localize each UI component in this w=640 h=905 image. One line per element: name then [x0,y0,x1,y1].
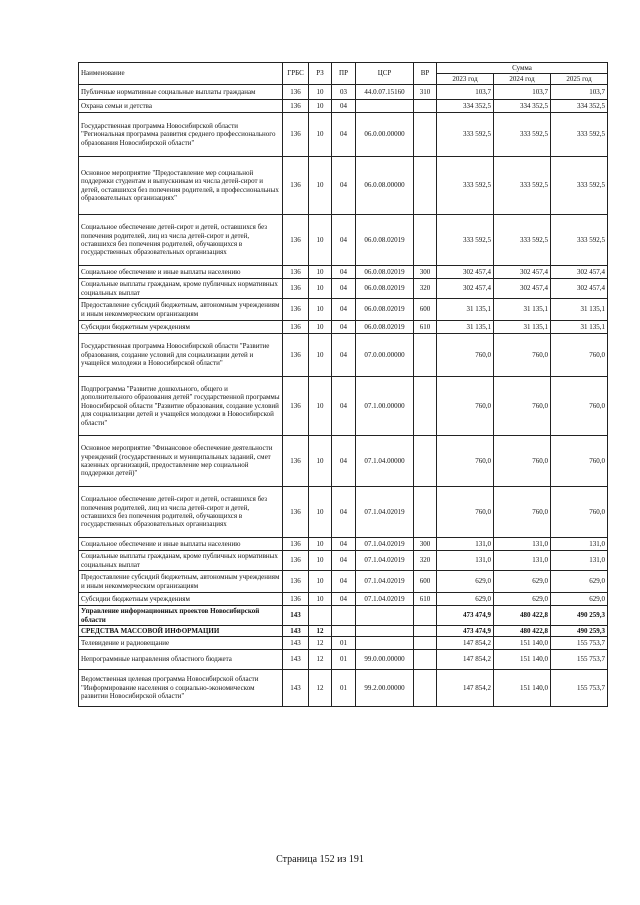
cell-sum-2025: 155 753,7 [551,637,608,650]
table-row [79,157,608,215]
cell-grbs: 136 [283,593,309,606]
cell-pr: 04 [332,593,356,606]
cell-sum-2024: 302 457,4 [494,279,551,299]
cell-grbs: 143 [283,670,309,707]
cell-csr: 44.0.07.15160 [356,85,414,100]
cell-csr: 07.1.00.00000 [356,377,414,436]
cell-grbs: 136 [283,377,309,436]
cell-vr: 600 [414,299,437,321]
cell-sum-2024: 302 457,4 [494,266,551,279]
cell-rz: 10 [309,436,332,487]
cell-sum-2023: 31 135,1 [437,299,494,321]
cell-vr [414,650,437,670]
cell-vr: 600 [414,571,437,593]
cell-sum-2025: 333 592,5 [551,157,608,215]
cell-sum-2024: 760,0 [494,377,551,436]
table-body [79,85,608,707]
cell-grbs: 136 [283,113,309,157]
cell-csr: 06.0.00.00000 [356,113,414,157]
cell-rz: 10 [309,487,332,538]
cell-pr: 03 [332,85,356,100]
cell-pr: 04 [332,266,356,279]
cell-csr [356,606,414,626]
cell-sum-2023: 629,0 [437,571,494,593]
cell-vr: 610 [414,593,437,606]
table-row [79,606,608,626]
cell-grbs: 136 [283,571,309,593]
cell-sum-2025: 760,0 [551,334,608,377]
cell-rz: 10 [309,215,332,266]
table-row [79,215,608,266]
table-row [79,538,608,551]
budget-table [78,62,608,707]
cell-sum-2025: 31 135,1 [551,299,608,321]
cell-vr [414,436,437,487]
cell-rz: 12 [309,650,332,670]
cell-csr [356,637,414,650]
cell-sum-2023: 760,0 [437,377,494,436]
col-header-grbs: ГРБС [283,63,309,85]
cell-grbs: 143 [283,637,309,650]
cell-grbs: 136 [283,436,309,487]
cell-sum-2025: 333 592,5 [551,113,608,157]
cell-sum-2024: 31 135,1 [494,299,551,321]
cell-pr: 04 [332,299,356,321]
cell-vr [414,670,437,707]
table-row [79,266,608,279]
cell-sum-2025: 31 135,1 [551,321,608,334]
cell-csr: 06.0.08.02019 [356,299,414,321]
col-header-2025: 2025 год [551,74,608,85]
cell-pr: 04 [332,113,356,157]
cell-pr: 04 [332,215,356,266]
cell-name: Социальное обеспечение и иные выплаты населению [79,538,283,551]
cell-sum-2024: 760,0 [494,334,551,377]
cell-sum-2024: 480 422,8 [494,626,551,637]
cell-vr [414,637,437,650]
col-header-rz: РЗ [309,63,332,85]
cell-pr: 04 [332,551,356,571]
cell-csr: 06.0.08.02019 [356,215,414,266]
cell-sum-2025: 490 259,3 [551,606,608,626]
cell-csr: 07.1.04.00000 [356,436,414,487]
cell-sum-2023: 103,7 [437,85,494,100]
cell-vr: 310 [414,85,437,100]
cell-pr [332,606,356,626]
cell-name: Субсидии бюджетным учреждениям [79,593,283,606]
col-header-2024: 2024 год [494,74,551,85]
cell-name: Основное мероприятие "Предоставление мер социальной поддержки студентам и выпускникам из числа детей-сирот и детей, оставшихся без попечения родителей, в профессиональных образовательных организациях" [79,157,283,215]
cell-pr: 01 [332,650,356,670]
col-header-csr: ЦСР [356,63,414,85]
cell-name: Социальное обеспечение детей-сирот и детей, оставшихся без попечения родителей, лиц из числа детей-сирот и детей, оставшихся без попечения родителей, обучающихся в государственных образовательных организациях [79,487,283,538]
table-row [79,334,608,377]
cell-vr [414,113,437,157]
cell-pr: 04 [332,100,356,113]
cell-name: Управление информационных проектов Новосибирской области [79,606,283,626]
table-row [79,637,608,650]
cell-vr: 300 [414,538,437,551]
cell-sum-2024: 480 422,8 [494,606,551,626]
cell-grbs: 136 [283,321,309,334]
cell-pr: 04 [332,571,356,593]
cell-sum-2023: 302 457,4 [437,279,494,299]
table-row [79,113,608,157]
cell-csr: 07.1.04.02019 [356,538,414,551]
cell-name: Государственная программа Новосибирской области "Развитие образования, создание условий для социализации детей и учащейся молодежи в Новосибирской области" [79,334,283,377]
cell-sum-2024: 760,0 [494,436,551,487]
cell-vr [414,157,437,215]
cell-sum-2023: 31 135,1 [437,321,494,334]
cell-vr: 300 [414,266,437,279]
cell-csr: 07.1.04.02019 [356,571,414,593]
col-header-pr: ПР [332,63,356,85]
cell-vr: 320 [414,551,437,571]
col-header-sum: Сумма [437,63,608,74]
cell-sum-2025: 302 457,4 [551,279,608,299]
table-row [79,670,608,707]
table-row [79,593,608,606]
cell-csr [356,100,414,113]
cell-grbs: 136 [283,538,309,551]
cell-sum-2024: 333 592,5 [494,157,551,215]
table-row [79,650,608,670]
cell-name: Социальные выплаты гражданам, кроме публичных нормативных социальных выплат [79,551,283,571]
cell-grbs: 136 [283,334,309,377]
cell-sum-2024: 151 140,0 [494,650,551,670]
table-row [79,571,608,593]
cell-sum-2023: 333 592,5 [437,157,494,215]
cell-sum-2024: 760,0 [494,487,551,538]
cell-grbs: 143 [283,626,309,637]
cell-pr: 04 [332,157,356,215]
cell-name: Основное мероприятие "Финансовое обеспечение деятельности учреждений (государственных и муниципальных заданий, смет казенных организаций, предоставление мер социальной поддержки детей)" [79,436,283,487]
page-number: Страница 152 из 191 [276,854,364,865]
cell-sum-2025: 490 259,3 [551,626,608,637]
cell-sum-2024: 103,7 [494,85,551,100]
cell-rz: 10 [309,157,332,215]
col-header-vr: ВР [414,63,437,85]
budget-table-container [78,62,608,707]
cell-name: Субсидии бюджетным учреждениям [79,321,283,334]
cell-sum-2024: 629,0 [494,571,551,593]
cell-grbs: 136 [283,299,309,321]
cell-sum-2024: 31 135,1 [494,321,551,334]
cell-rz: 10 [309,100,332,113]
cell-sum-2025: 131,0 [551,538,608,551]
cell-pr: 04 [332,436,356,487]
cell-pr: 04 [332,377,356,436]
cell-name: Охрана семьи и детства [79,100,283,113]
cell-vr: 320 [414,279,437,299]
cell-vr [414,606,437,626]
cell-name: Предоставление субсидий бюджетным, автономным учреждениям и иным некоммерческим организациям [79,571,283,593]
table-row [79,85,608,100]
cell-sum-2024: 151 140,0 [494,670,551,707]
cell-csr: 06.0.08.00000 [356,157,414,215]
cell-pr [332,626,356,637]
cell-sum-2023: 333 592,5 [437,113,494,157]
table-row [79,321,608,334]
cell-name: Социальное обеспечение и иные выплаты населению [79,266,283,279]
cell-sum-2024: 334 352,5 [494,100,551,113]
cell-csr: 99.2.00.00000 [356,670,414,707]
cell-sum-2025: 629,0 [551,571,608,593]
cell-pr: 04 [332,538,356,551]
cell-sum-2023: 760,0 [437,487,494,538]
cell-pr: 04 [332,279,356,299]
cell-sum-2025: 131,0 [551,551,608,571]
cell-grbs: 136 [283,85,309,100]
cell-grbs: 136 [283,266,309,279]
cell-csr: 07.1.04.02019 [356,593,414,606]
cell-grbs: 136 [283,157,309,215]
cell-sum-2025: 629,0 [551,593,608,606]
cell-sum-2025: 302 457,4 [551,266,608,279]
cell-sum-2023: 131,0 [437,538,494,551]
cell-sum-2024: 333 592,5 [494,113,551,157]
table-row [79,299,608,321]
cell-sum-2025: 760,0 [551,436,608,487]
cell-sum-2025: 103,7 [551,85,608,100]
cell-sum-2024: 131,0 [494,538,551,551]
col-header-name: Наименование [79,63,283,85]
cell-csr: 07.0.00.00000 [356,334,414,377]
cell-vr [414,377,437,436]
cell-rz: 12 [309,637,332,650]
cell-sum-2023: 334 352,5 [437,100,494,113]
cell-sum-2023: 302 457,4 [437,266,494,279]
cell-name: Телевидение и радиовещание [79,637,283,650]
cell-vr [414,626,437,637]
cell-name: Государственная программа Новосибирской области "Региональная программа развития среднего профессионального образования Новосибирской области" [79,113,283,157]
cell-sum-2023: 147 854,2 [437,670,494,707]
cell-rz: 10 [309,321,332,334]
cell-sum-2025: 155 753,7 [551,670,608,707]
cell-pr: 04 [332,321,356,334]
cell-name: СРЕДСТВА МАССОВОЙ ИНФОРМАЦИИ [79,626,283,637]
cell-rz: 10 [309,551,332,571]
cell-rz: 10 [309,334,332,377]
cell-rz: 12 [309,670,332,707]
cell-vr [414,215,437,266]
cell-sum-2024: 333 592,5 [494,215,551,266]
cell-sum-2023: 333 592,5 [437,215,494,266]
cell-sum-2023: 131,0 [437,551,494,571]
cell-name: Непрограммные направления областного бюджета [79,650,283,670]
cell-rz: 10 [309,266,332,279]
cell-sum-2024: 629,0 [494,593,551,606]
cell-vr [414,100,437,113]
cell-sum-2025: 155 753,7 [551,650,608,670]
cell-pr: 01 [332,670,356,707]
cell-sum-2023: 147 854,2 [437,650,494,670]
cell-rz [309,606,332,626]
cell-sum-2023: 473 474,9 [437,606,494,626]
cell-csr: 07.1.04.02019 [356,551,414,571]
cell-rz: 10 [309,85,332,100]
cell-vr: 610 [414,321,437,334]
cell-csr: 07.1.04.02019 [356,487,414,538]
table-row [79,551,608,571]
cell-grbs: 136 [283,279,309,299]
table-row [79,279,608,299]
cell-name: Социальные выплаты гражданам, кроме публичных нормативных социальных выплат [79,279,283,299]
cell-vr [414,487,437,538]
cell-csr: 99.0.00.00000 [356,650,414,670]
cell-grbs: 136 [283,215,309,266]
cell-grbs: 136 [283,487,309,538]
cell-name: Подпрограмма "Развитие дошкольного, общего и дополнительного образования детей" государственной программы Новосибирской области "Развитие образования, создание условий для социализации детей и учащейся молодежи в Новосибирской области" [79,377,283,436]
cell-sum-2025: 760,0 [551,377,608,436]
cell-pr: 01 [332,637,356,650]
cell-name: Социальное обеспечение детей-сирот и детей, оставшихся без попечения родителей, лиц из числа детей-сирот и детей, оставшихся без попечения родителей, обучающихся в государственных образовательных организациях [79,215,283,266]
cell-grbs: 136 [283,100,309,113]
cell-pr: 04 [332,334,356,377]
cell-sum-2023: 629,0 [437,593,494,606]
cell-sum-2023: 473 474,9 [437,626,494,637]
cell-sum-2023: 760,0 [437,436,494,487]
cell-pr: 04 [332,487,356,538]
cell-sum-2024: 151 140,0 [494,637,551,650]
cell-sum-2025: 333 592,5 [551,215,608,266]
cell-sum-2023: 760,0 [437,334,494,377]
table-header [79,63,608,85]
cell-csr [356,626,414,637]
cell-rz: 10 [309,113,332,157]
col-header-2023: 2023 год [437,74,494,85]
cell-rz: 10 [309,593,332,606]
cell-rz: 10 [309,538,332,551]
cell-vr [414,334,437,377]
cell-grbs: 143 [283,650,309,670]
cell-name: Публичные нормативные социальные выплаты гражданам [79,85,283,100]
table-row [79,487,608,538]
table-row [79,377,608,436]
cell-name: Предоставление субсидий бюджетным, автономным учреждениям и иным некоммерческим организациям [79,299,283,321]
table-row [79,626,608,637]
cell-rz: 10 [309,377,332,436]
cell-csr: 06.0.08.02019 [356,266,414,279]
cell-rz: 10 [309,279,332,299]
cell-sum-2023: 147 854,2 [437,637,494,650]
table-row [79,100,608,113]
cell-csr: 06.0.08.02019 [356,321,414,334]
cell-sum-2025: 334 352,5 [551,100,608,113]
cell-rz: 10 [309,299,332,321]
cell-rz: 10 [309,571,332,593]
cell-rz: 12 [309,626,332,637]
cell-sum-2025: 760,0 [551,487,608,538]
cell-grbs: 143 [283,606,309,626]
cell-sum-2024: 131,0 [494,551,551,571]
cell-name: Ведомственная целевая программа Новосибирской области "Информирование населения о социально-экономическом развитии Новосибирской области" [79,670,283,707]
cell-grbs: 136 [283,551,309,571]
cell-csr: 06.0.08.02019 [356,279,414,299]
table-row [79,436,608,487]
